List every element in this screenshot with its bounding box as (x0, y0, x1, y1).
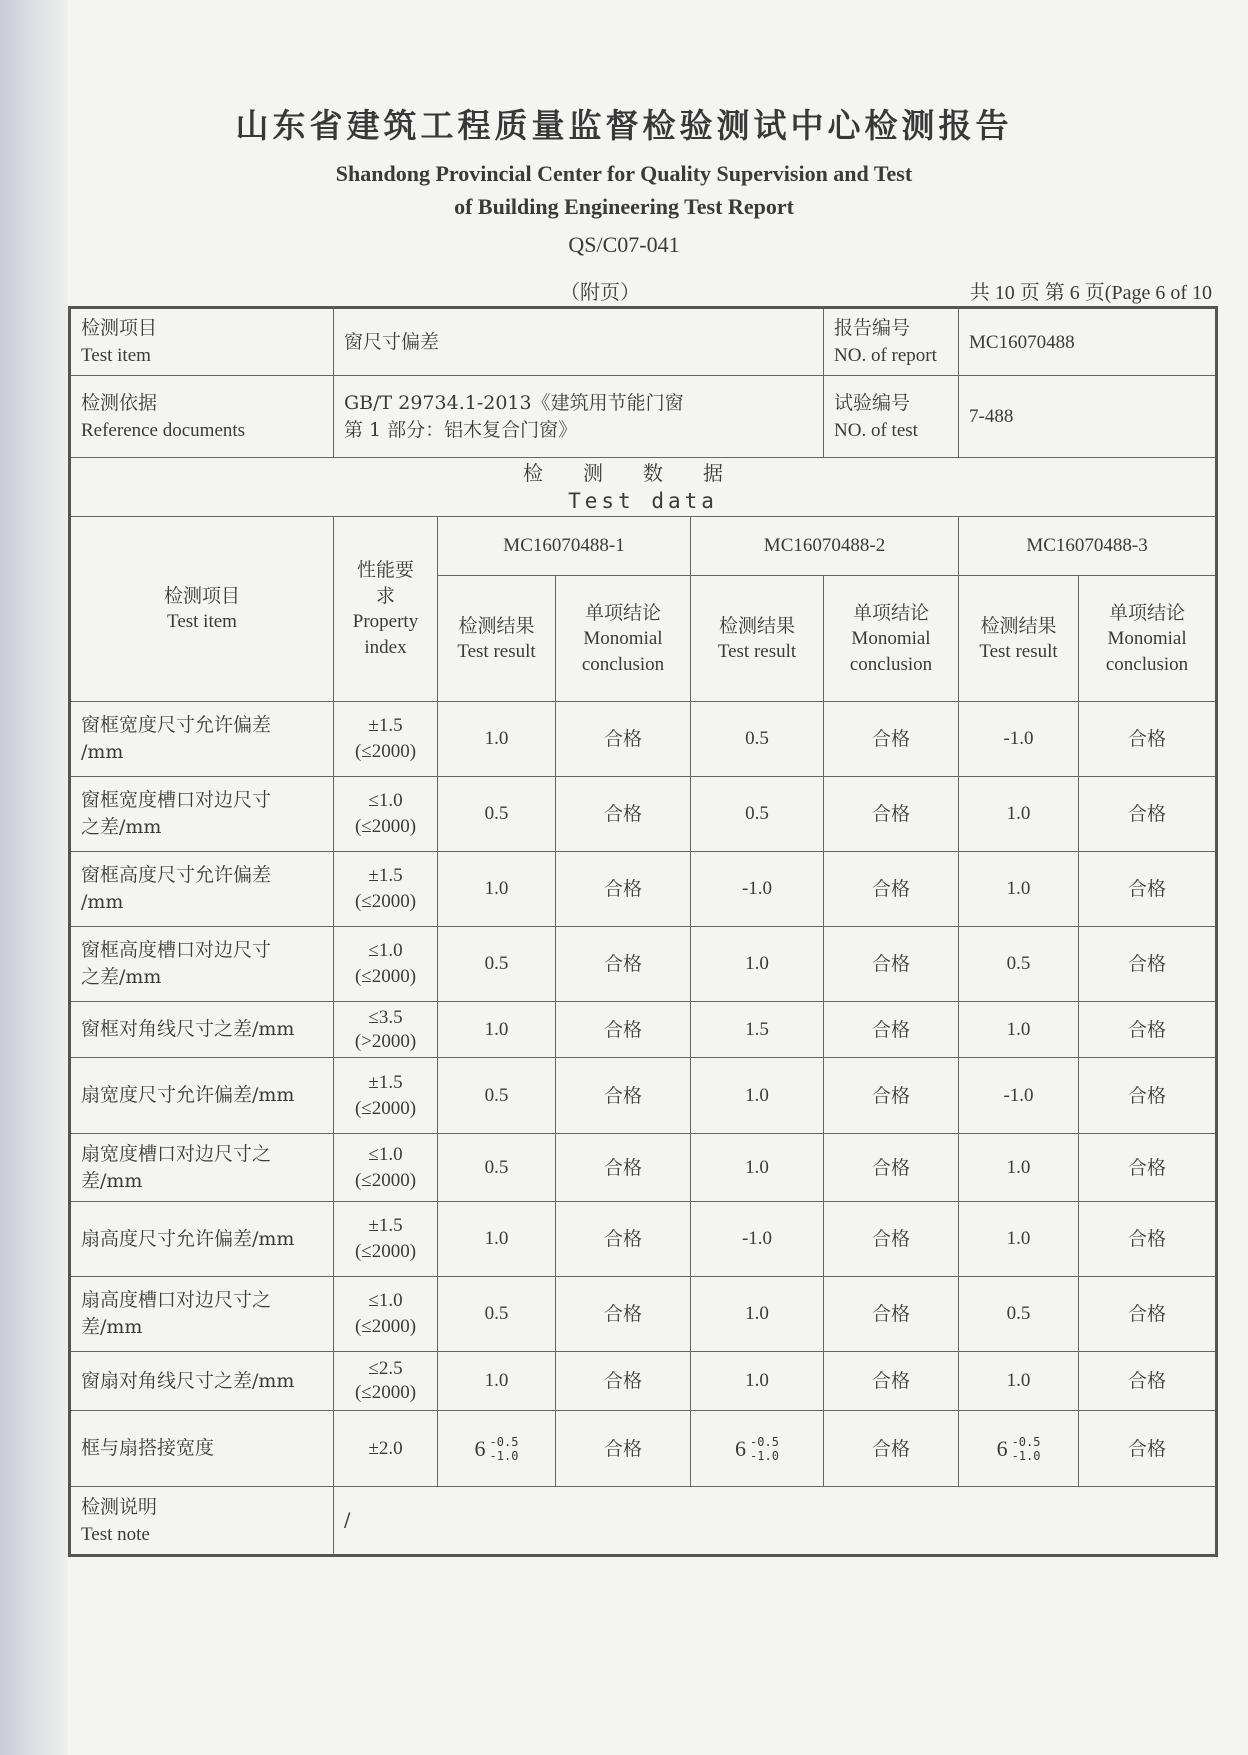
row-property (334, 852, 438, 927)
row-conclusion-3: 合格 (1079, 1134, 1217, 1202)
row-result-2 (691, 1411, 824, 1487)
row-conclusion-1: 合格 (556, 1058, 691, 1134)
report-title-en-line1: Shandong Provincial Center for Quality Supervision and Test (335, 161, 913, 186)
row-item-line1: 扇宽度槽口对边尺寸之 (81, 1142, 272, 1165)
row-result-3: 1.0 (959, 1002, 1079, 1058)
row-result-2: 1.0 (691, 927, 824, 1002)
col-property-en-2: index (364, 637, 407, 658)
row-result-3: -1.0 (959, 702, 1079, 777)
row-conclusion-1: 合格 (556, 1002, 691, 1058)
table-row-overlap-width (70, 1411, 1217, 1487)
row-conclusion-3: 合格 (1079, 852, 1217, 927)
row-property (334, 1002, 438, 1058)
row-property-line2: (≤2000) (354, 1382, 417, 1403)
row-item (70, 927, 334, 1002)
reference-value-line2: 第 1 部分：铝木复合门窗》 (344, 418, 578, 441)
test-note-row (70, 1487, 1217, 1556)
tolerance-lower: -1.0 (489, 1448, 519, 1463)
row-result-2: 1.0 (691, 1134, 824, 1202)
col-conclusion-header (1079, 576, 1217, 702)
test-no-label-en: NO. of test (834, 419, 918, 441)
row-conclusion-3: 合格 (1079, 702, 1217, 777)
report-no-label-cn: 报告编号 (834, 317, 911, 339)
form-code: QS/C07-041 (568, 232, 680, 257)
row-property-line2: (≤2000) (354, 816, 417, 837)
row-property-line2: (≤2000) (354, 966, 417, 987)
sample-header-1: MC16070488-1 (438, 517, 691, 576)
table-row (70, 1277, 1217, 1352)
row-conclusion-1: 合格 (556, 927, 691, 1002)
tolerance-base: 6 (474, 1435, 486, 1461)
row-result-2: 0.5 (691, 777, 824, 852)
row-property-line1: ≤1.0 (368, 790, 403, 811)
row-property-line1: ≤2.5 (368, 1358, 403, 1379)
row-item-line1: 窗框宽度尺寸允许偏差 (81, 714, 272, 736)
row-conclusion-1: 合格 (556, 1352, 691, 1411)
row-property: ±2.0 (334, 1411, 438, 1487)
row-conclusion-2: 合格 (824, 777, 959, 852)
row-conclusion-2: 合格 (824, 1277, 959, 1352)
col-result-cn: 检测结果 (980, 614, 1057, 637)
tolerance-value (475, 1435, 519, 1463)
row-item (70, 777, 334, 852)
row-property-line2: (>2000) (354, 1030, 417, 1052)
row-item (70, 1002, 334, 1058)
row-item-line2: 差/mm (81, 1316, 143, 1338)
row-result-1: 1.0 (438, 1202, 556, 1277)
row-property (334, 1202, 438, 1277)
row-result-3: 1.0 (959, 852, 1079, 927)
row-result-2: 1.0 (691, 1058, 824, 1134)
row-item-line1: 扇高度槽口对边尺寸之 (81, 1289, 272, 1311)
test-note-label-en: Test note (81, 1523, 150, 1545)
row-property-line2: (≤2000) (354, 741, 417, 762)
tolerance-lower: -1.0 (1011, 1448, 1041, 1463)
col-test-item-header (70, 517, 334, 702)
col-conclusion-en-2: conclusion (849, 653, 933, 675)
row-result-3: -1.0 (959, 1058, 1079, 1134)
table-row (70, 1202, 1217, 1277)
reference-label-en: Reference documents (81, 419, 246, 441)
info-row-reference (70, 376, 1217, 458)
col-conclusion-en-1: Monomial (1107, 627, 1187, 649)
row-conclusion-2: 合格 (824, 1002, 959, 1058)
row-result-1 (438, 1411, 556, 1487)
col-conclusion-en-2: conclusion (581, 653, 665, 675)
test-note-label (70, 1487, 334, 1556)
row-result-1: 0.5 (438, 1134, 556, 1202)
table-row (70, 1058, 1217, 1134)
row-conclusion-2: 合格 (824, 1411, 959, 1487)
row-conclusion-2: 合格 (824, 1058, 959, 1134)
row-item (70, 1134, 334, 1202)
row-item-line1: 窗扇对角线尺寸之差/mm (81, 1369, 295, 1392)
row-item-line1: 扇高度尺寸允许偏差/mm (81, 1227, 295, 1250)
row-result-2: -1.0 (691, 1202, 824, 1277)
row-result-3 (959, 1411, 1079, 1487)
row-conclusion-2: 合格 (824, 702, 959, 777)
test-data-header (70, 458, 1217, 517)
row-result-1: 0.5 (438, 927, 556, 1002)
row-result-2: 1.0 (691, 1277, 824, 1352)
row-item (70, 1202, 334, 1277)
row-result-3: 1.0 (959, 1134, 1079, 1202)
col-result-cn: 检测结果 (458, 614, 535, 637)
row-conclusion-3: 合格 (1079, 1202, 1217, 1277)
row-property-line1: ≤1.0 (368, 940, 403, 961)
test-data-header-en: Test data (568, 489, 718, 513)
row-property-line1: ±1.5 (368, 715, 403, 736)
report-title-en-line2: of Building Engineering Test Report (454, 194, 794, 219)
test-data-header-row (70, 458, 1217, 517)
row-item: 框与扇搭接宽度 (70, 1411, 334, 1487)
report-no-label-en: NO. of report (834, 345, 937, 366)
col-conclusion-header (824, 576, 959, 702)
col-property-en-1: Property (352, 611, 419, 632)
row-property (334, 927, 438, 1002)
col-conclusion-en-2: conclusion (1105, 653, 1189, 675)
col-conclusion-en-1: Monomial (851, 627, 931, 649)
col-conclusion-cn: 单项结论 (853, 601, 930, 624)
tolerance-limits (490, 1435, 519, 1463)
col-conclusion-header (556, 576, 691, 702)
row-item-line2: 之差/mm (81, 816, 162, 838)
row-result-3: 0.5 (959, 1277, 1079, 1352)
test-item-label-en: Test item (81, 345, 151, 366)
row-conclusion-1: 合格 (556, 1411, 691, 1487)
test-no-label-cn: 试验编号 (834, 391, 911, 414)
row-item-line2: 差/mm (81, 1169, 143, 1192)
row-property-line2: (≤2000) (354, 1241, 417, 1262)
sample-header-3: MC16070488-3 (959, 517, 1217, 576)
sample-header-row (70, 517, 1217, 576)
row-property (334, 1352, 438, 1411)
col-property-header (334, 517, 438, 702)
row-item (70, 702, 334, 777)
row-property (334, 1058, 438, 1134)
table-row (70, 852, 1217, 927)
table-row (70, 927, 1217, 1002)
row-conclusion-1: 合格 (556, 702, 691, 777)
row-item-line2: 之差/mm (81, 966, 162, 988)
reference-label-cn: 检测依据 (81, 391, 158, 414)
row-item-line1: 窗框高度尺寸允许偏差 (81, 864, 272, 886)
row-result-1: 0.5 (438, 1277, 556, 1352)
row-conclusion-3: 合格 (1079, 1277, 1217, 1352)
row-result-1: 1.0 (438, 1002, 556, 1058)
row-conclusion-1: 合格 (556, 1134, 691, 1202)
col-conclusion-cn: 单项结论 (584, 601, 661, 624)
tolerance-lower: -1.0 (750, 1448, 779, 1463)
row-conclusion-1: 合格 (556, 1202, 691, 1277)
row-result-1: 1.0 (438, 702, 556, 777)
report-no-value: MC16070488 (959, 308, 1217, 376)
table-row (70, 1002, 1217, 1058)
row-property (334, 1134, 438, 1202)
row-conclusion-3: 合格 (1079, 777, 1217, 852)
tolerance-limits (750, 1435, 779, 1463)
test-note-value: / (334, 1487, 1217, 1556)
row-result-1: 0.5 (438, 1058, 556, 1134)
reference-label (70, 376, 334, 458)
test-no-value: 7-488 (959, 376, 1217, 458)
row-conclusion-2: 合格 (824, 1202, 959, 1277)
row-result-3: 1.0 (959, 1352, 1079, 1411)
row-item (70, 1277, 334, 1352)
report-table (68, 306, 1218, 1557)
tolerance-base: 6 (996, 1435, 1008, 1461)
row-property-line2: (≤2000) (354, 1316, 417, 1337)
row-conclusion-3: 合格 (1079, 1002, 1217, 1058)
col-conclusion-cn: 单项结论 (1109, 601, 1186, 624)
appendix-label: （附页） (560, 280, 640, 304)
row-item-line1: 扇宽度尺寸允许偏差/mm (81, 1084, 295, 1106)
row-result-3: 1.0 (959, 777, 1079, 852)
row-property-line2: (≤2000) (354, 1169, 417, 1191)
tolerance-upper: -0.5 (489, 1434, 519, 1449)
row-property-line1: ±1.5 (368, 1071, 403, 1093)
table-row (70, 1134, 1217, 1202)
reference-value (334, 376, 824, 458)
row-property-line2: (≤2000) (354, 891, 417, 912)
row-item (70, 1352, 334, 1411)
row-property-line1: ≤1.0 (368, 1143, 403, 1165)
row-item-line2: /mm (81, 741, 124, 763)
row-conclusion-1: 合格 (556, 1277, 691, 1352)
row-conclusion-2: 合格 (824, 927, 959, 1002)
col-result-header (438, 576, 556, 702)
info-row-test-item (70, 308, 1217, 376)
row-property-line2: (≤2000) (354, 1097, 417, 1119)
col-property-cn-2: 求 (375, 585, 395, 607)
row-property (334, 702, 438, 777)
test-item-label (70, 308, 334, 376)
row-result-2: 0.5 (691, 702, 824, 777)
col-result-header (959, 576, 1079, 702)
report-no-label (824, 308, 959, 376)
col-conclusion-en-1: Monomial (583, 627, 663, 649)
row-result-3: 0.5 (959, 927, 1079, 1002)
tolerance-base: 6 (735, 1435, 747, 1461)
row-conclusion-1: 合格 (556, 852, 691, 927)
page-info: 共 10 页 第 6 页(Page 6 of 10 (969, 282, 1212, 304)
col-result-en: Test result (457, 640, 536, 662)
row-property-line1: ±1.5 (368, 865, 403, 886)
col-test-item-en: Test item (167, 611, 237, 632)
tolerance-limits (1012, 1435, 1041, 1463)
row-item-line1: 窗框宽度槽口对边尺寸 (81, 789, 272, 811)
row-conclusion-2: 合格 (824, 1352, 959, 1411)
test-data-header-cn: 检测数据 (523, 461, 764, 485)
row-item (70, 852, 334, 927)
test-item-value: 窗尺寸偏差 (334, 308, 824, 376)
col-result-en: Test result (717, 640, 797, 662)
row-property-line1: ±1.5 (368, 1215, 403, 1236)
tolerance-value (997, 1435, 1041, 1463)
row-conclusion-3: 合格 (1079, 1058, 1217, 1134)
row-result-2: -1.0 (691, 852, 824, 927)
row-conclusion-3: 合格 (1079, 1411, 1217, 1487)
row-property-line1: ≤1.0 (368, 1290, 403, 1311)
reference-value-line1: GB/T 29734.1-2013《建筑用节能门窗 (344, 391, 684, 414)
row-property-line1: ≤3.5 (368, 1006, 403, 1028)
test-note-label-cn: 检测说明 (81, 1495, 158, 1518)
row-conclusion-3: 合格 (1079, 1352, 1217, 1411)
tolerance-upper: -0.5 (750, 1434, 779, 1449)
row-item-line1: 窗框高度槽口对边尺寸 (81, 939, 272, 961)
row-conclusion-3: 合格 (1079, 927, 1217, 1002)
col-result-header (691, 576, 824, 702)
table-row (70, 777, 1217, 852)
tolerance-upper: -0.5 (1011, 1434, 1041, 1449)
test-no-label (824, 376, 959, 458)
row-result-1: 0.5 (438, 777, 556, 852)
row-item-line2: /mm (81, 891, 124, 913)
row-conclusion-2: 合格 (824, 852, 959, 927)
sample-header-2: MC16070488-2 (691, 517, 959, 576)
col-result-en: Test result (979, 640, 1058, 662)
col-result-cn: 检测结果 (719, 614, 796, 637)
row-conclusion-2: 合格 (824, 1134, 959, 1202)
row-result-1: 1.0 (438, 852, 556, 927)
row-conclusion-1: 合格 (556, 777, 691, 852)
table-row (70, 1352, 1217, 1411)
row-result-2: 1.5 (691, 1002, 824, 1058)
col-property-cn-1: 性能要 (356, 559, 414, 581)
row-item-line1: 窗框对角线尺寸之差/mm (81, 1018, 295, 1040)
col-test-item-cn: 检测项目 (163, 585, 240, 607)
row-item (70, 1058, 334, 1134)
row-result-2: 1.0 (691, 1352, 824, 1411)
report-title-cn: 山东省建筑工程质量监督检验测试中心检测报告 (235, 106, 1013, 145)
test-item-label-cn: 检测项目 (81, 317, 158, 339)
row-property (334, 777, 438, 852)
table-row (70, 702, 1217, 777)
row-result-3: 1.0 (959, 1202, 1079, 1277)
tolerance-value (735, 1435, 779, 1463)
row-result-1: 1.0 (438, 1352, 556, 1411)
row-property (334, 1277, 438, 1352)
